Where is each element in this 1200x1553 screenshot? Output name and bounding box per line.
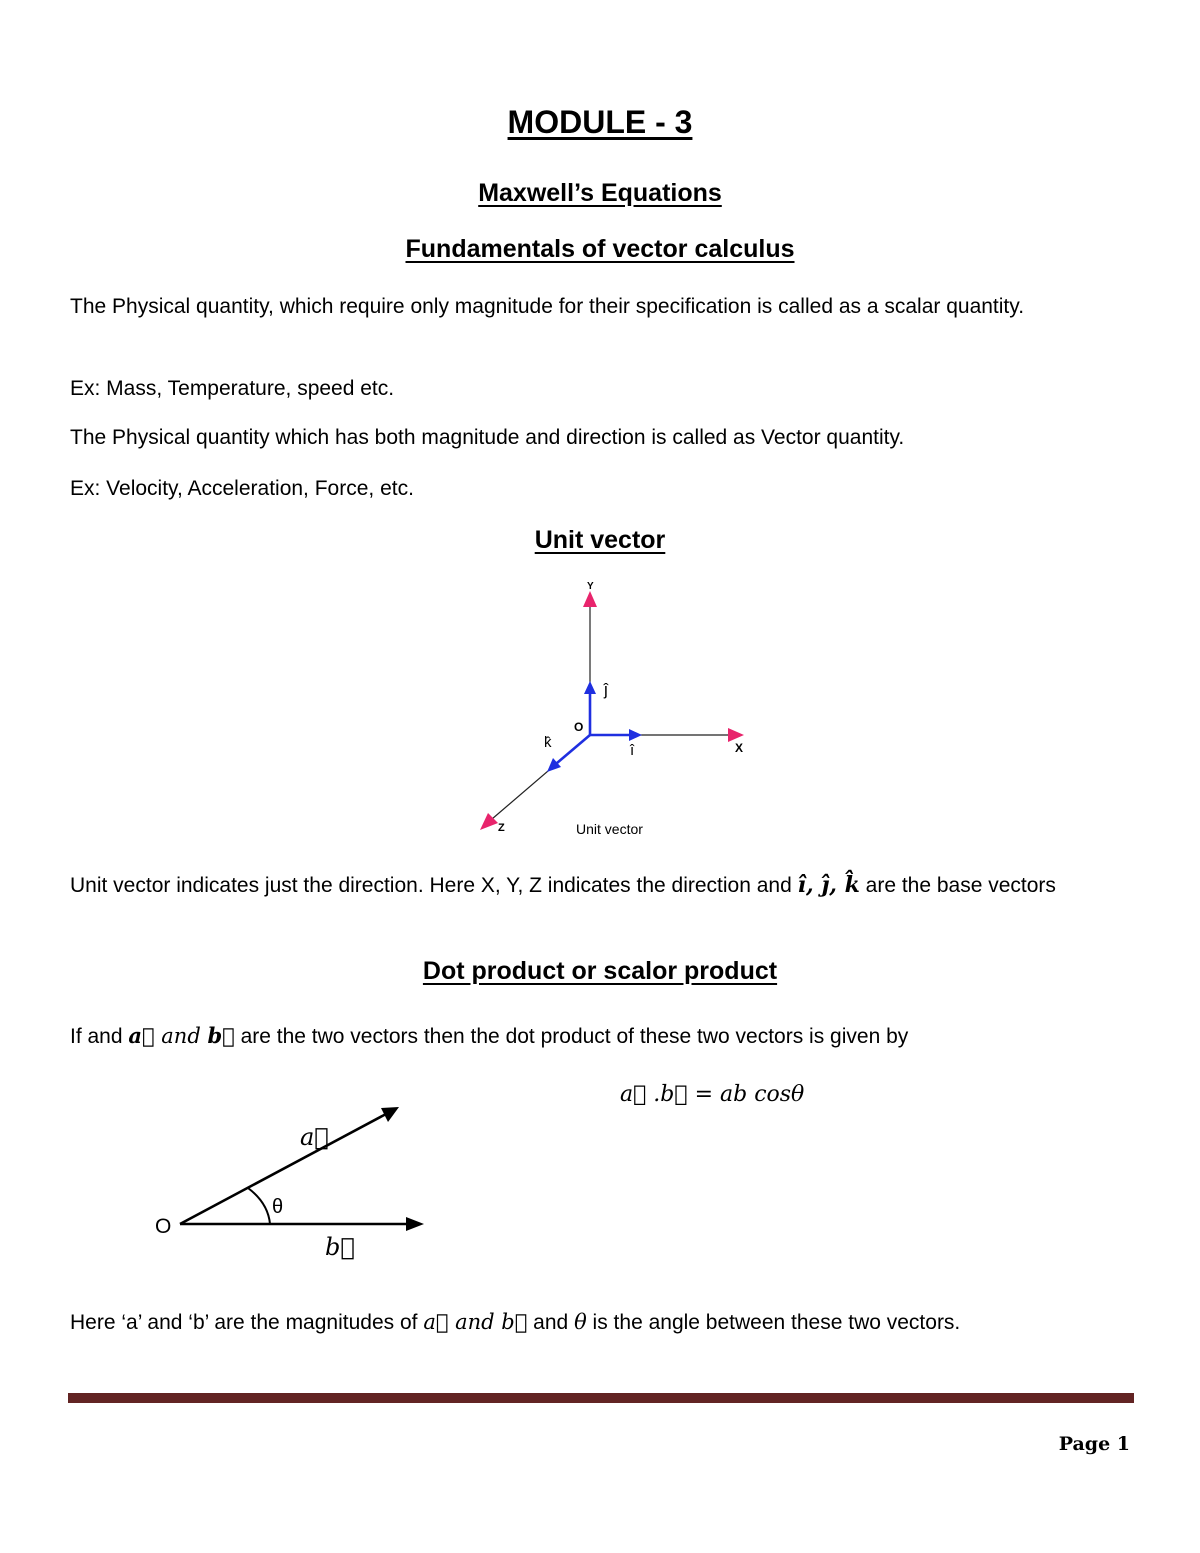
vector-b-symbol: b⃗ [207, 1023, 235, 1048]
z-axis-label: Z [498, 822, 505, 834]
and-word: and [154, 1024, 208, 1048]
dot-note-part3: is the angle between these two vectors. [586, 1311, 961, 1334]
note-theta: θ [574, 1310, 587, 1334]
module-title: MODULE - 3 [507, 104, 693, 140]
vector-b-label: b⃗ [325, 1233, 355, 1261]
y-axis-arrow-icon [583, 591, 597, 607]
x-axis-arrow-icon [728, 728, 744, 742]
dot-intro-part1: If and [70, 1025, 129, 1048]
theta-label: θ [272, 1196, 284, 1218]
page-number: Page 1 [1058, 1433, 1130, 1455]
vector-b-arrow-icon [406, 1217, 424, 1231]
scalar-example: Ex: Mass, Temperature, speed etc. [70, 377, 395, 400]
dot-note-part1: Here ‘a’ and ‘b’ are the magnitudes of [70, 1311, 424, 1334]
origin-label: O [574, 720, 584, 734]
figure-caption: Unit vector [576, 821, 643, 837]
theta-angle-arc [248, 1188, 270, 1224]
dot-product-intro [70, 1020, 1130, 1052]
y-axis-label: Y [587, 581, 594, 592]
unit-vector-text-part1: Unit vector indicates just the direction. Here X, Y, Z indicates the direction and [70, 874, 798, 897]
unit-vector-description [70, 869, 1130, 902]
k-unit-vector [557, 735, 590, 763]
j-unit-arrow-icon [584, 681, 596, 694]
x-axis-label: X [735, 741, 744, 755]
note-vector-a: a⃗ [423, 1310, 449, 1334]
origin-o-label: O [155, 1215, 172, 1238]
section-heading-fundamentals: Fundamentals of vector calculus [405, 235, 795, 263]
unit-vector-text-part2: are the base vectors [859, 874, 1056, 897]
vector-a-label: a⃗ [300, 1123, 329, 1151]
vector-example: Ex: Velocity, Acceleration, Force, etc. [70, 477, 414, 500]
dot-note-part2: and [527, 1311, 575, 1334]
note-and-word: and [448, 1310, 502, 1334]
note-vector-b: b⃗ [501, 1310, 528, 1334]
scalar-definition: The Physical quantity, which require only magnitude for their specification is called as a scalar quantity. [70, 295, 1025, 318]
dot-product-note [70, 1307, 1130, 1338]
dot-intro-part2: are the two vectors then the dot product of these two vectors is given by [234, 1025, 909, 1048]
dot-product-formula: a⃗ .b⃗ = ab cosθ [620, 1082, 805, 1107]
dot-product-figure [150, 1095, 440, 1265]
vector-a-symbol: a⃗ [128, 1023, 155, 1048]
footer-rule [68, 1393, 1134, 1403]
i-unit-arrow-icon [629, 729, 642, 741]
chapter-title: Maxwell’s Equations [478, 179, 722, 207]
k-hat-label: k̂ [544, 734, 552, 751]
section-heading-unit-vector: Unit vector [534, 526, 666, 554]
vector-definition: The Physical quantity which has both magnitude and direction is called as Vector quantity. [70, 426, 905, 449]
section-heading-dot-product: Dot product or scalor product [422, 957, 778, 985]
unit-vector-figure [460, 575, 780, 845]
j-hat-label: ĵ [604, 680, 608, 699]
i-hat-label: î [630, 742, 635, 759]
base-vectors-math: î, ĵ, k̂ [797, 872, 860, 898]
